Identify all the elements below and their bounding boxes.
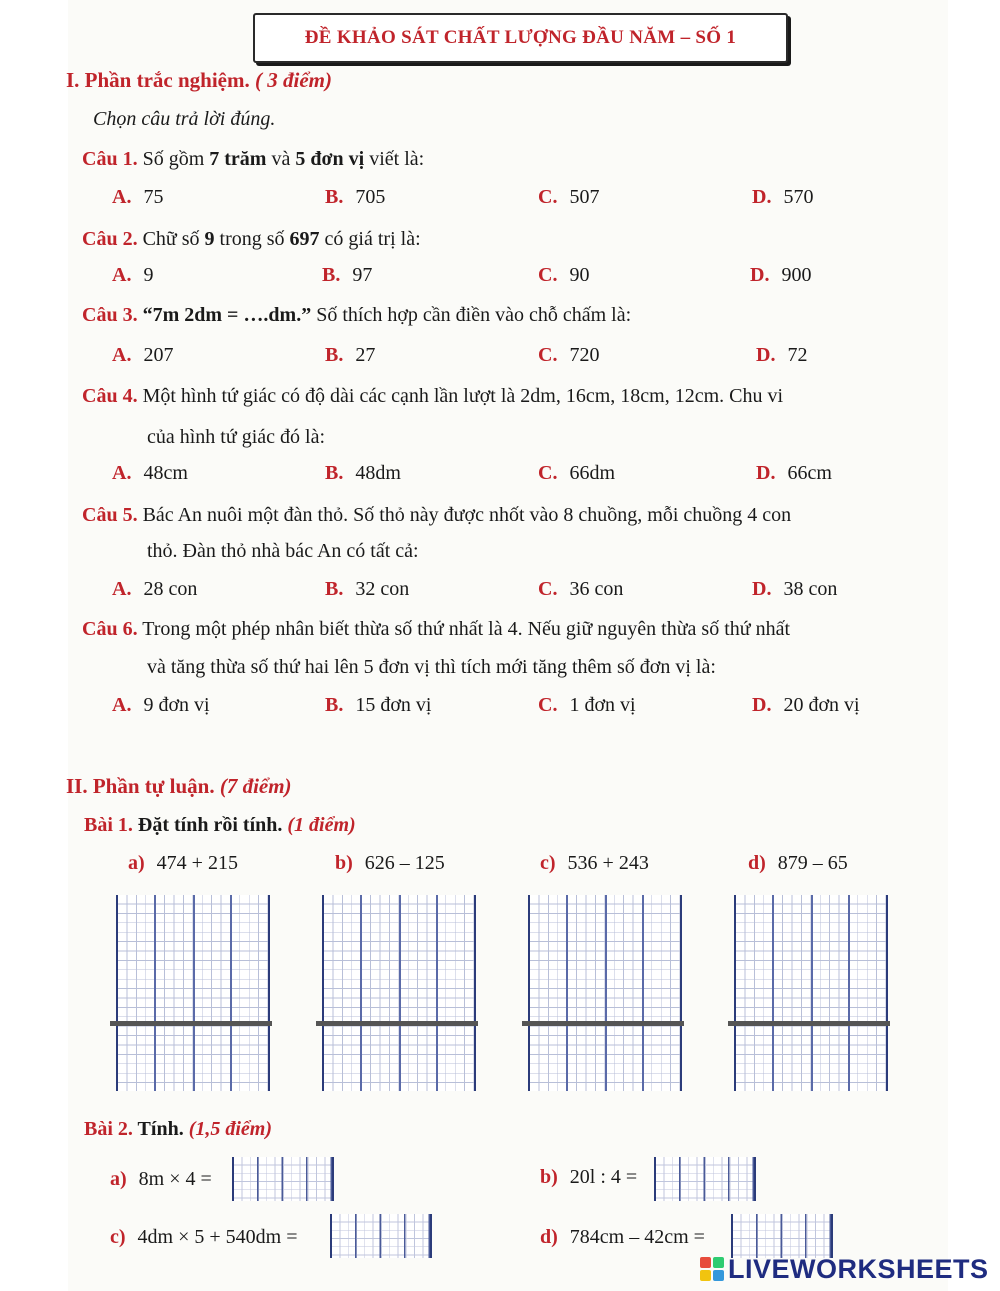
- q1-option-c[interactable]: C. 507: [538, 186, 600, 208]
- q6-option-b[interactable]: B. 15 đơn vị: [325, 694, 432, 716]
- bai2-answer-box-a[interactable]: [232, 1157, 334, 1201]
- q2-option-a[interactable]: A. 9: [112, 264, 154, 286]
- part1-heading: I. Phần trắc nghiệm. ( 3 điểm): [66, 68, 332, 92]
- question-6-line2: và tăng thừa số thứ hai lên 5 đơn vị thì tích mới tăng thêm số đơn vị là:: [147, 656, 716, 678]
- q1-option-d[interactable]: D. 570: [752, 186, 814, 208]
- bai1-item-b: b) 626 – 125: [335, 852, 445, 874]
- q5-option-b[interactable]: B. 32 con: [325, 578, 410, 600]
- question-3: Câu 3. “7m 2dm = ….dm.” Số thích hợp cần điền vào chỗ chấm là:: [82, 304, 632, 326]
- bai2-answer-box-b[interactable]: [654, 1157, 756, 1201]
- q1-option-b[interactable]: B. 705: [325, 186, 386, 208]
- q5-option-d[interactable]: D. 38 con: [752, 578, 838, 600]
- q6-option-c[interactable]: C. 1 đơn vị: [538, 694, 636, 716]
- bai1-divider-a: [110, 1021, 272, 1026]
- q2-option-b[interactable]: B. 97: [322, 264, 373, 286]
- exam-title: ĐỀ KHẢO SÁT CHẤT LƯỢNG ĐẦU NĂM – SỐ 1: [253, 13, 788, 63]
- bai1-item-d: d) 879 – 65: [748, 852, 848, 874]
- worksheet-page: [68, 0, 948, 1291]
- bai1-grid-a[interactable]: [116, 895, 270, 1091]
- bai1-divider-c: [522, 1021, 684, 1026]
- q3-option-c[interactable]: C. 720: [538, 344, 600, 366]
- question-4: Câu 4. Một hình tứ giác có độ dài các cạnh lần lượt là 2dm, 16cm, 18cm, 12cm. Chu vi: [82, 385, 784, 407]
- q2-option-d[interactable]: D. 900: [750, 264, 812, 286]
- bai1-grid-c[interactable]: [528, 895, 682, 1091]
- bai2-heading: Bài 2. Tính. (1,5 điểm): [84, 1118, 272, 1140]
- bai1-item-a: a) 474 + 215: [128, 852, 238, 874]
- liveworksheets-text: LIVEWORKSHEETS: [728, 1253, 989, 1284]
- q5-option-c[interactable]: C. 36 con: [538, 578, 624, 600]
- question-5-line2: thỏ. Đàn thỏ nhà bác An có tất cả:: [147, 540, 419, 562]
- question-6: Câu 6. Trong một phép nhân biết thừa số thứ nhất là 4. Nếu giữ nguyên thừa số thứ nhất: [82, 618, 791, 640]
- q3-option-b[interactable]: B. 27: [325, 344, 376, 366]
- q5-option-a[interactable]: A. 28 con: [112, 578, 198, 600]
- q3-option-d[interactable]: D. 72: [756, 344, 808, 366]
- question-4-line2: của hình tứ giác đó là:: [147, 426, 326, 448]
- bai1-divider-b: [316, 1021, 478, 1026]
- bai2-answer-box-c[interactable]: [330, 1214, 432, 1258]
- q4-option-d[interactable]: D. 66cm: [756, 462, 832, 484]
- bai2-item-d: d) 784cm – 42cm =: [540, 1226, 705, 1248]
- q6-option-d[interactable]: D. 20 đơn vị: [752, 694, 860, 716]
- bai1-grid-b[interactable]: [322, 895, 476, 1091]
- bai2-item-b: b) 20l : 4 =: [540, 1166, 638, 1188]
- bai1-item-c: c) 536 + 243: [540, 852, 649, 874]
- liveworksheets-logo: [700, 1251, 989, 1287]
- bai1-grid-d[interactable]: [734, 895, 888, 1091]
- q6-option-a[interactable]: A. 9 đơn vị: [112, 694, 210, 716]
- q1-option-a[interactable]: A. 75: [112, 186, 164, 208]
- q4-option-c[interactable]: C. 66dm: [538, 462, 616, 484]
- bai2-item-a: a) 8m × 4 =: [110, 1168, 212, 1190]
- part2-heading: II. Phần tự luận. (7 điểm): [66, 774, 292, 798]
- bai2-item-c: c) 4dm × 5 + 540dm =: [110, 1226, 298, 1248]
- q4-option-b[interactable]: B. 48dm: [325, 462, 401, 484]
- q2-option-c[interactable]: C. 90: [538, 264, 590, 286]
- question-1: Câu 1. Số gồm 7 trăm và 5 đơn vị viết là:: [82, 148, 425, 170]
- question-2: Câu 2. Chữ số 9 trong số 697 có giá trị là:: [82, 228, 421, 250]
- bai1-divider-d: [728, 1021, 890, 1026]
- q3-option-a[interactable]: A. 207: [112, 344, 174, 366]
- question-5: Câu 5. Bác An nuôi một đàn thỏ. Số thỏ này được nhốt vào 8 chuồng, mỗi chuồng 4 con: [82, 504, 792, 526]
- q4-option-a[interactable]: A. 48cm: [112, 462, 188, 484]
- liveworksheets-logo-icon: [700, 1257, 724, 1281]
- part1-instruction: Chọn câu trả lời đúng.: [93, 108, 276, 130]
- bai1-heading: Bài 1. Đặt tính rồi tính. (1 điểm): [84, 814, 356, 836]
